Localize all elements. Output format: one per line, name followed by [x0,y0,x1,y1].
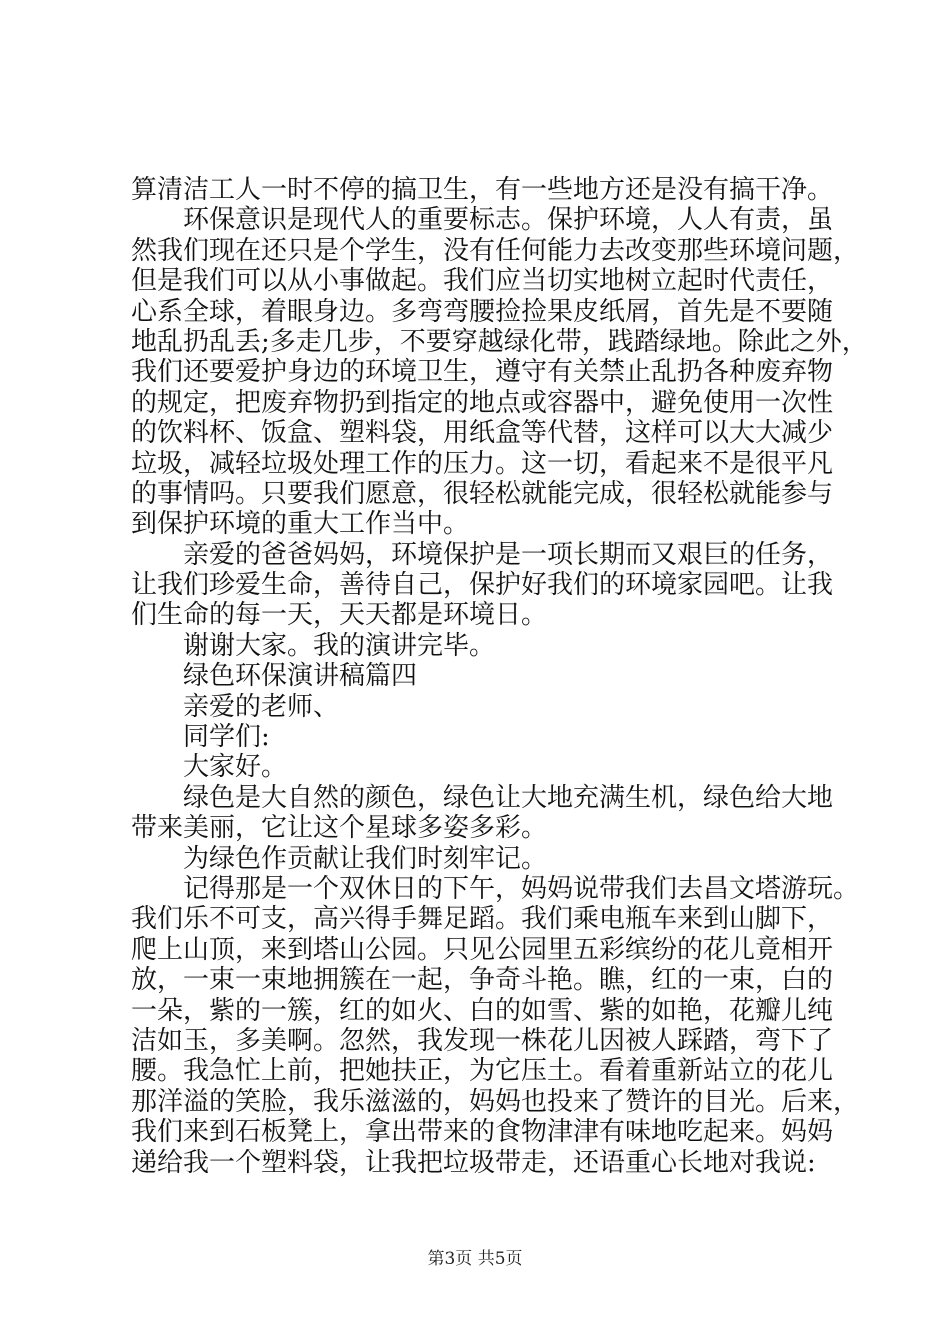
text-line: 我们来到石板凳上，拿出带来的食物津津有味地吃起来。妈妈 [131,1117,834,1148]
text-line: 我们还要爱护身边的环境卫生，遵守有关禁止乱扔各种废弃物 [131,357,834,388]
page-footer: 第3页 共5页 [427,1249,523,1269]
text-line: 垃圾，减轻垃圾处理工作的压力。这一切，看起来不是很平凡 [131,448,834,479]
text-line: 带来美丽，它让这个星球多姿多彩。 [131,813,548,844]
text-line: 到保护环境的重大工作当中。 [131,509,470,540]
text-line: 但是我们可以从小事做起。我们应当切实地树立起时代责任， [131,266,834,297]
text-line: 让我们珍爱生命，善待自己，保护好我们的环境家园吧。让我 [131,570,834,601]
text-line: 亲爱的老师、 [183,691,340,722]
text-line: 同学们: [183,722,270,753]
text-line: 腰。我急忙上前，把她扶正，为它压土。看着重新站立的花儿 [131,1056,834,1087]
text-line: 我们乐不可支，高兴得手舞足蹈。我们乘电瓶车来到山脚下， [131,904,834,935]
text-line: 谢谢大家。我的演讲完毕。 [183,630,496,661]
text-line: 一朵，紫的一簇，红的如火、白的如雪、紫的如艳，花瓣儿纯 [131,995,834,1026]
text-line: 递给我一个塑料袋，让我把垃圾带走，还语重心长地对我说: [131,1147,816,1178]
text-line: 算清洁工人一时不停的搞卫生，有一些地方还是没有搞干净。 [131,175,834,205]
text-line: 大家好。 [183,752,288,783]
text-line: 然我们现在还只是个学生，没有任何能力去改变那些环境问题， [131,235,860,266]
text-line: 爬上山顶，来到塔山公园。只见公园里五彩缤纷的花儿竟相开 [131,934,834,965]
text-line: 绿色环保演讲稿篇四 [183,661,418,692]
text-line: 的规定，把废弃物扔到指定的地点或容器中，避免使用一次性 [131,387,834,418]
text-line: 洁如玉，多美啊。忽然，我发现一株花儿因被人踩踏，弯下了 [131,1025,834,1056]
text-line: 环保意识是现代人的重要标志。保护环境，人人有责，虽 [183,205,834,236]
text-line: 的饮料杯、饭盒、塑料袋，用纸盒等代替，这样可以大大减少 [131,418,834,449]
text-line: 们生命的每一天，天天都是环境日。 [131,600,548,631]
text-line: 那洋溢的笑脸，我乐滋滋的，妈妈也投来了赞许的目光。后来， [131,1086,860,1117]
body-text [131,175,868,1178]
text-line: 心系全球，着眼身边。多弯弯腰捡捡果皮纸屑，首先是不要随 [131,296,834,327]
text-line: 记得那是一个双休日的下午，妈妈说带我们去昌文塔游玩。 [183,873,860,904]
text-line: 为绿色作贡献让我们时刻牢记。 [183,843,548,874]
text-line: 亲爱的爸爸妈妈，环境保护是一项长期而又艰巨的任务， [183,539,834,570]
text-line: 地乱扔乱丢;多走几步，不要穿越绿化带，践踏绿地。除此之外， [131,326,868,357]
text-line: 放，一束一束地拥簇在一起，争奇斗艳。瞧，红的一束，白的 [131,965,834,996]
text-line: 绿色是大自然的颜色，绿色让大地充满生机，绿色给大地 [183,782,834,813]
text-line: 的事情吗。只要我们愿意，很轻松就能完成，很轻松就能参与 [131,478,834,509]
